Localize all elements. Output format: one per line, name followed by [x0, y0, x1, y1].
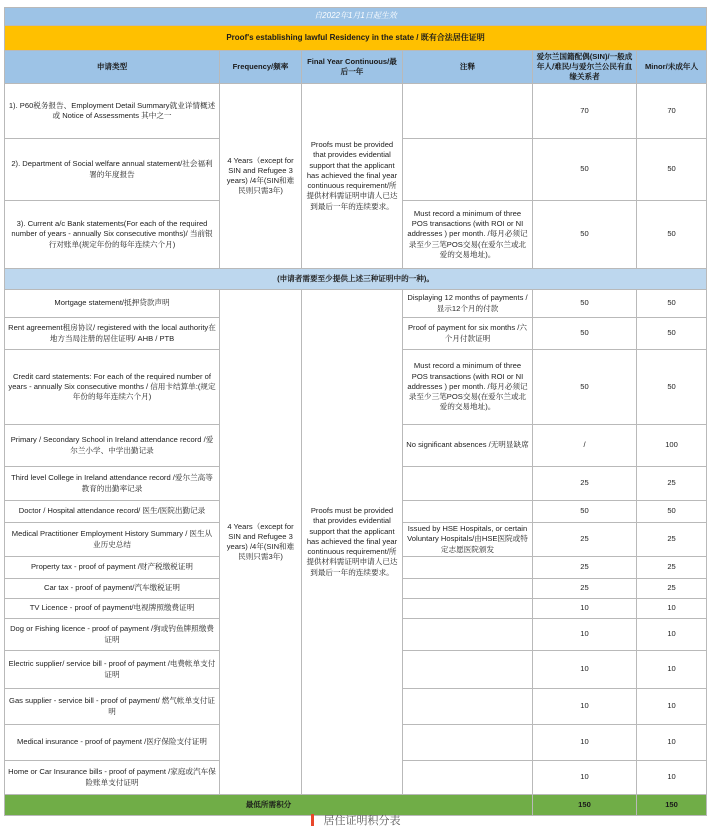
adult-points-cell: 70 — [533, 84, 637, 139]
minor-points-cell: 50 — [637, 201, 707, 269]
proof-type-cell: Mortgage statement/抵押贷款声明 — [5, 290, 220, 318]
adult-points-cell: 50 — [533, 318, 637, 350]
caption-accent-bar — [311, 814, 314, 826]
proof-type-cell: Medical insurance - proof of payment /医疗保险支付证明 — [5, 725, 220, 761]
notes-cell — [403, 139, 533, 201]
notes-cell: Must record a minimum of three POS transactions (with ROI or NI addresses ) per month. /每月必须记录至少三笔POS交易(在爱尔兰或北爱的交易地址)。 — [403, 201, 533, 269]
proof-type-cell: 1). P60税务报告、Employment Detail Summary就业详情概述 或 Notice of Assessments 其中之一 — [5, 84, 220, 139]
residency-points-sheet — [4, 7, 706, 816]
minor-points-cell: 100 — [637, 425, 707, 467]
adult-points-cell: 10 — [533, 651, 637, 689]
table-title: Proof's establishing lawful Residency in the state / 既有合法居住证明 — [5, 26, 707, 51]
adult-points-cell: 50 — [533, 201, 637, 269]
notes-cell: Displaying 12 months of payments /显示12个月的付款 — [403, 290, 533, 318]
notes-cell — [403, 651, 533, 689]
adult-points-cell: 50 — [533, 290, 637, 318]
adult-points-cell: 10 — [533, 761, 637, 795]
minimum-points-minor: 150 — [637, 795, 707, 816]
notes-cell — [403, 557, 533, 579]
notes-cell: Must record a minimum of three POS transactions (with ROI or NI addresses ) per month. /每月必须记录至少三笔POS交易(在爱尔兰或北爱的交易地址)。 — [403, 350, 533, 425]
minor-points-cell: 50 — [637, 290, 707, 318]
frequency-cell: 4 Years（except for SIN and Refugee 3 years) /4年(SIN和难民则只需3年) — [220, 290, 302, 795]
header-final-year: Final Year Continuous/最后一年 — [302, 51, 403, 84]
minor-points-cell: 25 — [637, 557, 707, 579]
proof-type-cell: Primary / Secondary School in Ireland attendance record /爱尔兰小学、中学出勤记录 — [5, 425, 220, 467]
table-row — [5, 84, 707, 139]
adult-points-cell: 25 — [533, 557, 637, 579]
proof-type-cell: Home or Car Insurance bills - proof of payment /家庭或汽车保险账单支付证明 — [5, 761, 220, 795]
minor-points-cell: 10 — [637, 761, 707, 795]
notes-cell — [403, 501, 533, 523]
header-type: 申请类型 — [5, 51, 220, 84]
subheader-cell: (申请者需要至少提供上述三种证明中的一种)。 — [5, 269, 707, 290]
proof-type-cell: TV Licence - proof of payment/电视牌照缴费证明 — [5, 599, 220, 619]
adult-points-cell: 25 — [533, 579, 637, 599]
adult-points-cell: 25 — [533, 523, 637, 557]
notes-cell — [403, 84, 533, 139]
proof-type-cell: Third level College in Ireland attendance record /爱尔兰高等教育的出勤率记录 — [5, 467, 220, 501]
proof-type-cell: 3). Current a/c Bank statements(For each of the required number of years - annually Six consecutive months)/ 当前银行对账单(规定年份的每年连续六个月) — [5, 201, 220, 269]
proof-type-cell: Gas supplier - service bill - proof of payment/ 燃气帐单支付证明 — [5, 689, 220, 725]
proof-type-cell: Medical Practitioner Employment History Summary / 医生从业历史总结 — [5, 523, 220, 557]
final-year-cell: Proofs must be provided that provides evidential support that the applicant has achieved the final year continuous requirement/所提供材料需证明申请人已达到最后一年的连续要求。 — [302, 290, 403, 795]
adult-points-cell: 10 — [533, 599, 637, 619]
table-row — [5, 290, 707, 318]
header-notes: 注释 — [403, 51, 533, 84]
notes-cell — [403, 579, 533, 599]
notes-cell: Proof of payment for six months /六个月付款证明 — [403, 318, 533, 350]
notes-cell: Issued by HSE Hospitals, or certain Voluntary Hospitals/由HSE医院或特定志愿医院颁发 — [403, 523, 533, 557]
proof-type-cell: Electric supplier/ service bill - proof of payment /电费帐单支付证明 — [5, 651, 220, 689]
proof-type-cell: Dog or Fishing licence - proof of payment /狗或钓鱼牌照缴费证明 — [5, 619, 220, 651]
adult-points-cell: 10 — [533, 689, 637, 725]
proof-type-cell: 2). Department of Social welfare annual statement/社会福利署的年度报告 — [5, 139, 220, 201]
final-year-cell: Proofs must be provided that provides evidential support that the applicant has achieved the final year continuous requirement/所提供材料需证明申请人已达到最后一年的连续要求。 — [302, 84, 403, 269]
notes-cell — [403, 619, 533, 651]
minor-points-cell: 50 — [637, 501, 707, 523]
minor-points-cell: 25 — [637, 523, 707, 557]
adult-points-cell: 50 — [533, 139, 637, 201]
header-adult: 爱尔兰国籍配偶(SIN)/一般成年人/难民/与爱尔兰公民有血缘关系者 — [533, 51, 637, 84]
minor-points-cell: 10 — [637, 599, 707, 619]
minor-points-cell: 50 — [637, 350, 707, 425]
minor-points-cell: 10 — [637, 689, 707, 725]
adult-points-cell: 50 — [533, 350, 637, 425]
subheader-row — [5, 269, 707, 290]
notes-cell — [403, 725, 533, 761]
adult-points-cell: 10 — [533, 725, 637, 761]
residency-proof-table — [4, 7, 707, 816]
proof-type-cell: Doctor / Hospital attendance record/ 医生/医院出勤记录 — [5, 501, 220, 523]
adult-points-cell: 25 — [533, 467, 637, 501]
effective-date-banner: 自2022年1月1日起生效 — [5, 8, 707, 26]
minor-points-cell: 25 — [637, 579, 707, 599]
notes-cell — [403, 761, 533, 795]
minimum-points-adult: 150 — [533, 795, 637, 816]
header-row — [5, 51, 707, 84]
proof-type-cell: Property tax - proof of payment /财产税缴税证明 — [5, 557, 220, 579]
header-frequency: Frequency/频率 — [220, 51, 302, 84]
adult-points-cell: / — [533, 425, 637, 467]
minor-points-cell: 10 — [637, 619, 707, 651]
minor-points-cell: 10 — [637, 651, 707, 689]
notes-cell — [403, 467, 533, 501]
adult-points-cell: 10 — [533, 619, 637, 651]
frequency-cell: 4 Years（except for SIN and Refugee 3 years) /4年(SIN和难民则只需3年) — [220, 84, 302, 269]
notes-cell: No significant absences /无明显缺席 — [403, 425, 533, 467]
minor-points-cell: 25 — [637, 467, 707, 501]
proof-type-cell: Rent agreement租房协议/ registered with the local authority在地方当局注册的居住证明/ AHB / PTB — [5, 318, 220, 350]
notes-cell — [403, 689, 533, 725]
proof-type-cell: Credit card statements: For each of the required number of years - annually Six consecutive months / 信用卡结算单:(规定年份的每年连续六个月) — [5, 350, 220, 425]
table-body — [5, 8, 707, 816]
minor-points-cell: 70 — [637, 84, 707, 139]
minimum-points-label: 最低所需积分 — [5, 795, 533, 816]
caption-text: 居住证明积分表 — [323, 815, 401, 827]
minor-points-cell: 50 — [637, 139, 707, 201]
proof-type-cell: Car tax - proof of payment/汽车缴税证明 — [5, 579, 220, 599]
minor-points-cell: 10 — [637, 725, 707, 761]
minor-points-cell: 50 — [637, 318, 707, 350]
adult-points-cell: 50 — [533, 501, 637, 523]
figure-caption — [0, 812, 711, 828]
notes-cell — [403, 599, 533, 619]
header-minor: Minor/未成年人 — [637, 51, 707, 84]
